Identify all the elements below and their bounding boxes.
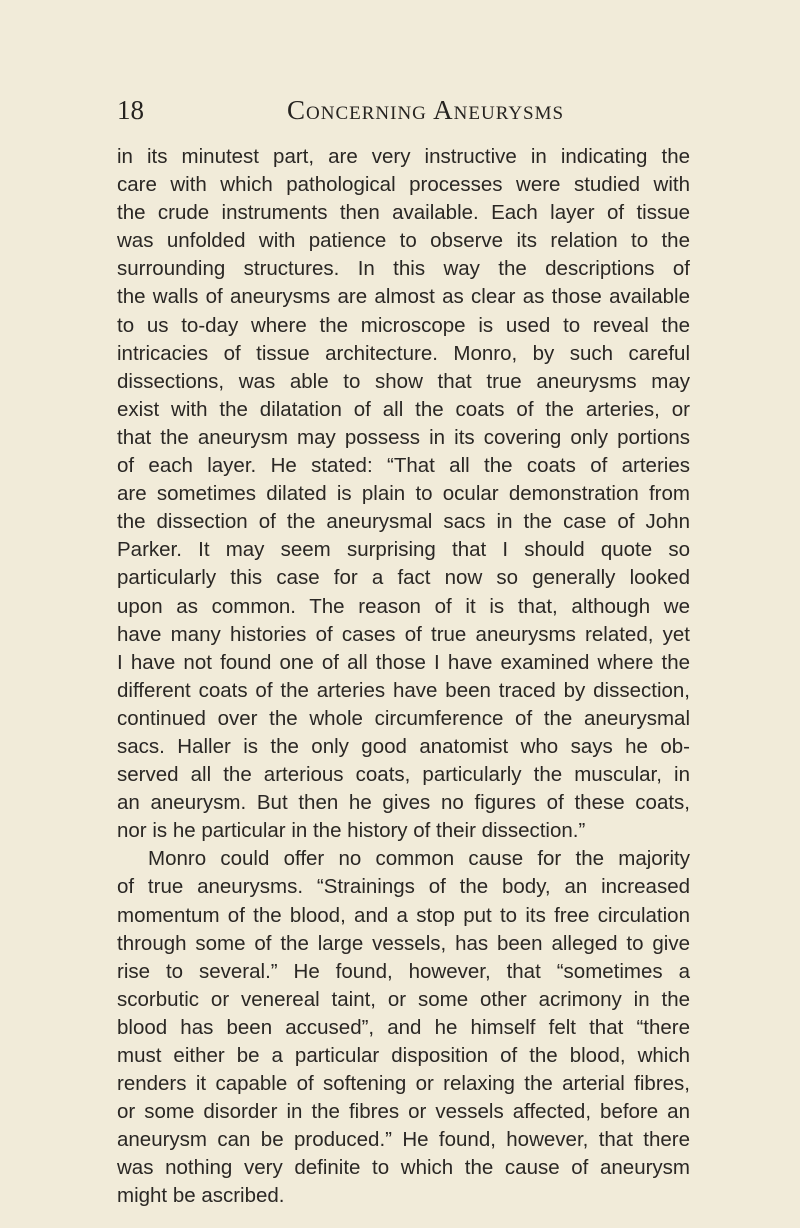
text-line: are sometimes dilated is plain to ocular demonstration from <box>117 482 690 506</box>
text-line: particularly this case for a fact now so generally looked <box>117 566 690 590</box>
running-head <box>117 92 690 128</box>
text-line: was nothing very definite to which the cause of aneurysm <box>117 1156 690 1180</box>
text-line: served all the arterious coats, particularly the muscular, in <box>117 763 690 787</box>
text-line: care with which pathological processes were studied with <box>117 173 690 197</box>
text-line: must either be a particular disposition of the blood, which <box>117 1044 690 1067</box>
text-line: exist with the dilatation of all the coats of the arteries, or <box>117 397 690 421</box>
text-line: of true aneurysms. “Strainings of the body, an increased <box>117 875 690 899</box>
text-line: have many histories of cases of true aneurysms related, yet <box>117 622 690 646</box>
text-line: different coats of the arteries have been traced by dissection, <box>117 678 690 702</box>
text-line: to us to-day where the microscope is used to reveal the <box>117 313 690 337</box>
text-line: blood has been accused”, and he himself felt that “there <box>117 1015 690 1039</box>
running-title: Concerning Aneurysms <box>287 95 565 125</box>
text-line: upon as common. The reason of it is that, although we <box>117 594 690 618</box>
text-line: in its minutest part, are very instructive in indicating the <box>117 145 690 168</box>
page-number: 18 <box>117 95 144 125</box>
text-line: or some disorder in the fibres or vessels affected, before an <box>117 1100 690 1124</box>
text-line: of each layer. He stated: “That all the coats of arteries <box>117 454 690 478</box>
text-line: momentum of the blood, and a stop put to its free circulation <box>117 903 690 927</box>
text-line: nor is he particular in the history of their dissection.” <box>117 819 586 843</box>
text-line: scorbutic or venereal taint, or some other acrimony in the <box>117 987 690 1011</box>
text-line: the dissection of the aneurysmal sacs in the case of John <box>117 510 690 534</box>
text-line: rise to several.” He found, however, that “sometimes a <box>117 959 690 983</box>
text-line: dissections, was able to show that true aneurysms may <box>117 369 690 393</box>
text-line: sacs. Haller is the only good anatomist who says he ob- <box>117 734 690 758</box>
text-line: through some of the large vessels, has been alleged to give <box>117 931 690 955</box>
paragraph <box>117 143 690 845</box>
text-line: that the aneurysm may possess in its covering only portions <box>117 425 690 449</box>
text-line: aneurysm can be produced.” He found, however, that there <box>117 1128 690 1152</box>
text-line: an aneurysm. But then he gives no figures of these coats, <box>117 791 690 815</box>
text-line: renders it capable of softening or relaxing the arterial fibres, <box>117 1072 690 1096</box>
text-line: the walls of aneurysms are almost as clear as those available <box>117 285 690 309</box>
text-line: I have not found one of all those I have examined where the <box>117 650 690 674</box>
text-line: was unfolded with patience to observe its relation to the <box>117 229 690 253</box>
text-line: the crude instruments then available. Each layer of tissue <box>117 201 690 225</box>
text-line: might be ascribed. <box>117 1184 285 1208</box>
text-line: Monro could offer no common cause for the majority <box>148 847 690 871</box>
text-line: Parker. It may seem surprising that I should quote so <box>117 538 690 562</box>
text-line: surrounding structures. In this way the descriptions of <box>117 257 690 281</box>
text-line: continued over the whole circumference of the aneurysmal <box>117 706 690 730</box>
body-text <box>117 143 690 1211</box>
text-line: intricacies of tissue architecture. Monro, by such careful <box>117 341 690 365</box>
paragraph <box>117 845 690 1210</box>
